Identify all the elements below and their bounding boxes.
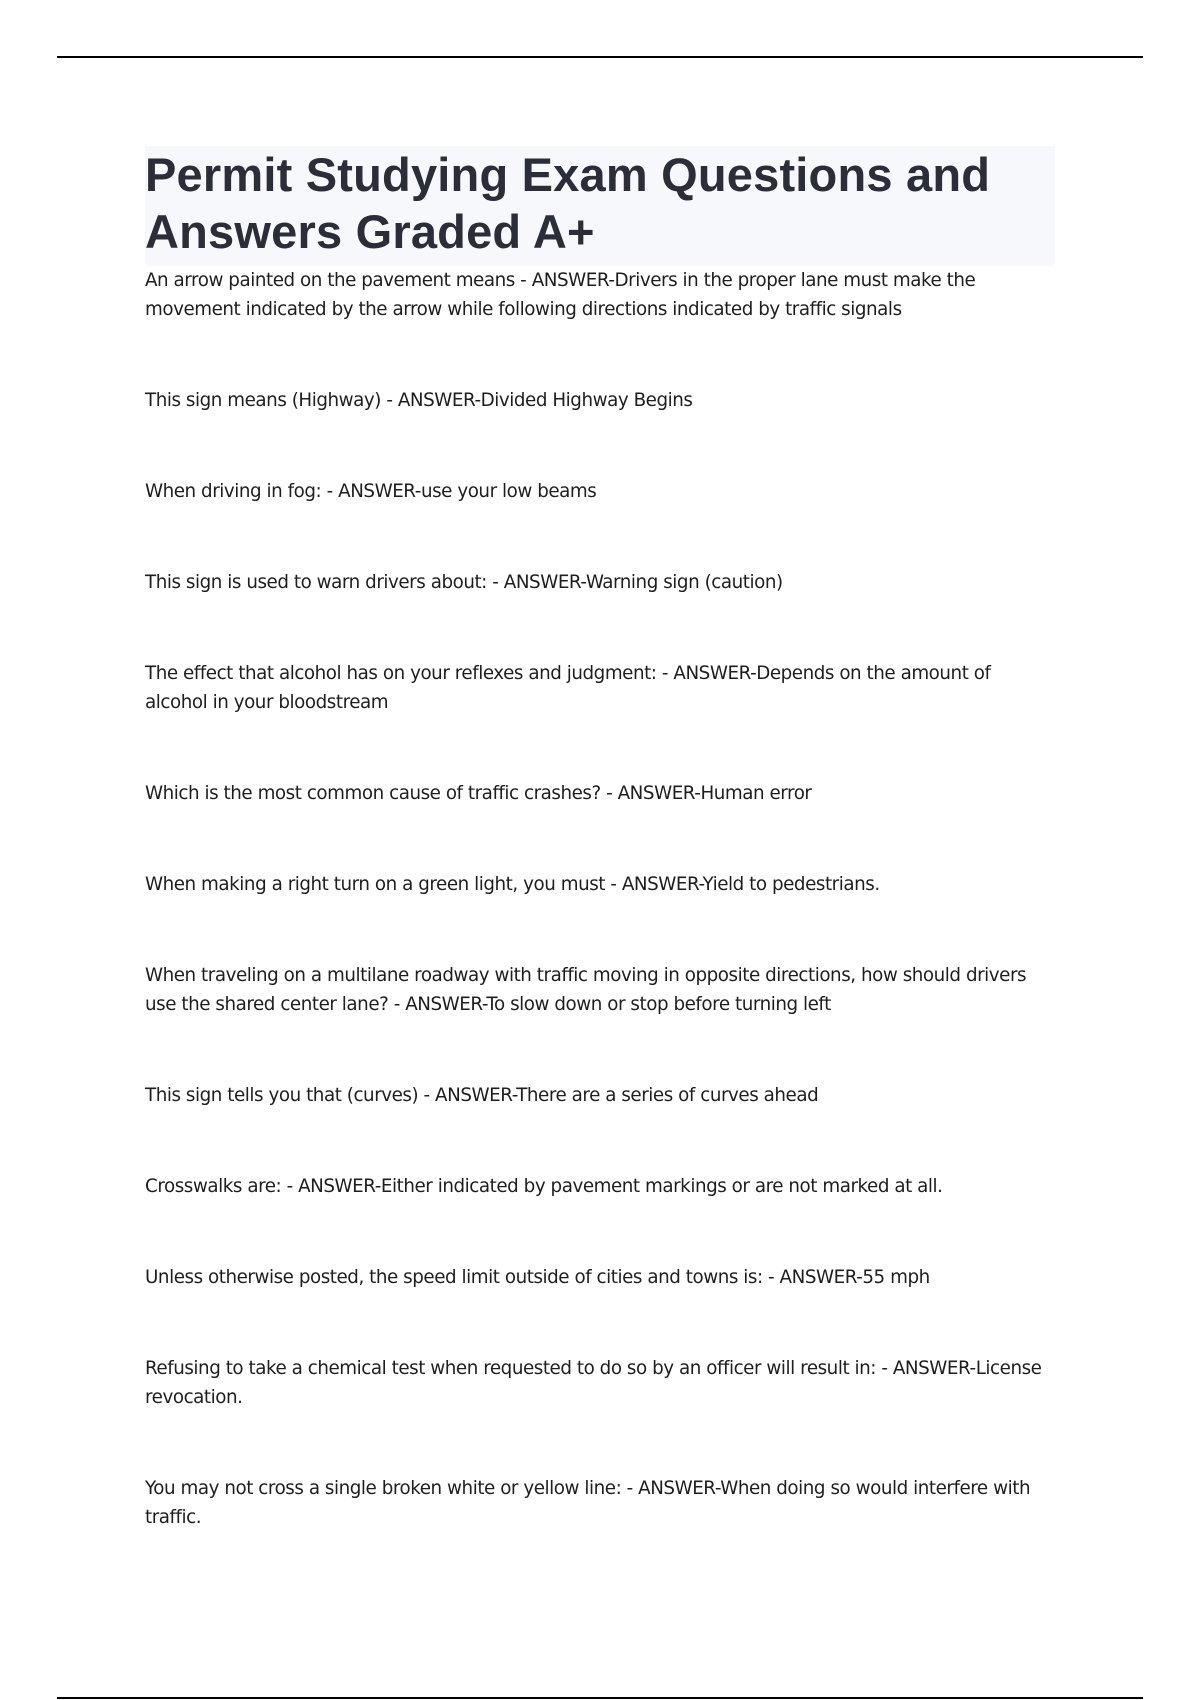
qa-item: The effect that alcohol has on your reflexes and judgment: - ANSWER-Depends on the amount of alcohol in your bloodstream (145, 663, 991, 713)
document-title: Permit Studying Exam Questions and Answers Graded A+ (145, 148, 991, 258)
qa-item: An arrow painted on the pavement means - ANSWER-Drivers in the proper lane must make the movement indicated by the arrow while following directions indicated by traffic signals (145, 270, 976, 320)
qa-item: When driving in fog: - ANSWER-use your low beams (145, 481, 597, 502)
qa-item: This sign means (Highway) - ANSWER-Divided Highway Begins (145, 390, 693, 411)
qa-item: When traveling on a multilane roadway with traffic moving in opposite directions, how should drivers use the shared center lane? - ANSWER-To slow down or stop before turning left (145, 965, 1027, 1015)
bottom-divider (57, 1697, 1143, 1699)
qa-item: Crosswalks are: - ANSWER-Either indicated by pavement markings or are not marked at all. (145, 1176, 943, 1197)
qa-item: When making a right turn on a green light, you must - ANSWER-Yield to pedestrians. (145, 874, 880, 895)
qa-item: Refusing to take a chemical test when requested to do so by an officer will result in: - ANSWER-License revocation. (145, 1358, 1042, 1408)
qa-item: Unless otherwise posted, the speed limit outside of cities and towns is: - ANSWER-55 mph (145, 1267, 930, 1288)
document-body (145, 146, 1055, 1594)
qa-item: You may not cross a single broken white or yellow line: - ANSWER-When doing so would interfere with traffic. (145, 1478, 1031, 1528)
title-block (145, 146, 1055, 266)
qa-item: Which is the most common cause of traffic crashes? - ANSWER-Human error (145, 783, 812, 804)
qa-item: This sign is used to warn drivers about: - ANSWER-Warning sign (caution) (145, 572, 783, 593)
qa-list (145, 266, 1055, 1532)
top-divider (57, 56, 1143, 58)
qa-item: This sign tells you that (curves) - ANSWER-There are a series of curves ahead (145, 1085, 819, 1106)
